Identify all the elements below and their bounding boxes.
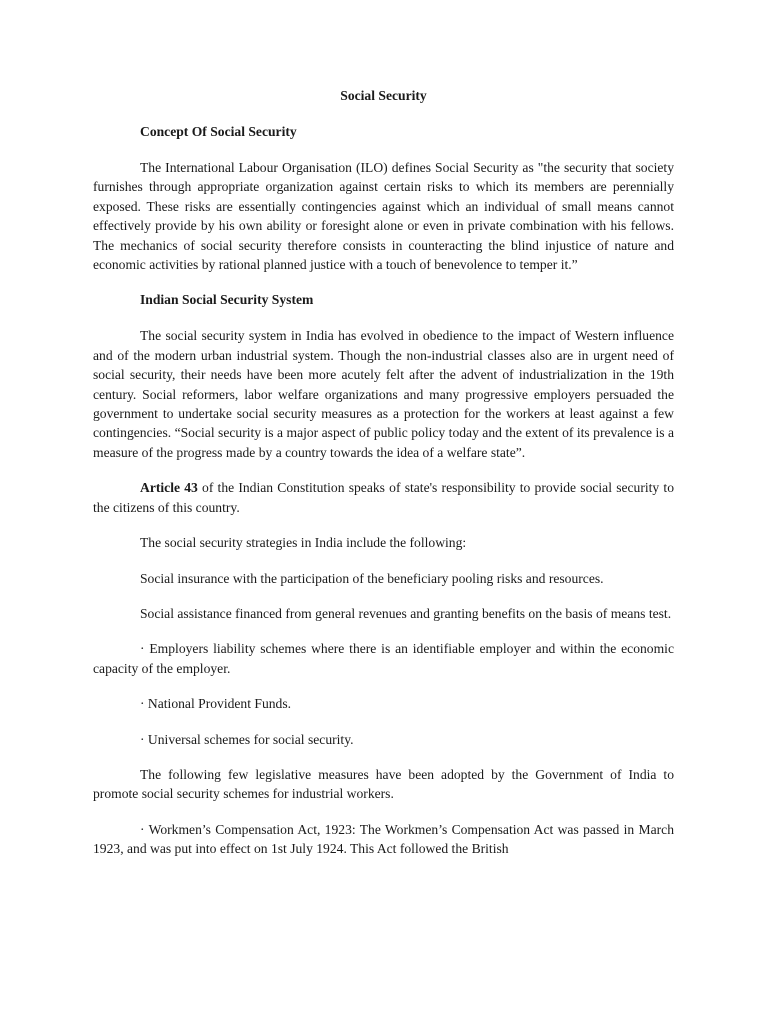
list-item-social-assistance: Social assistance financed from general revenues and granting benefits on the basis of means test. bbox=[140, 605, 672, 621]
list-item-provident-funds: · National Provident Funds. bbox=[140, 696, 292, 712]
paragraph-indian-system: The social security system in India has evolved in obedience to the impact of Western influence and of the modern urban industrial system. Though the non-industrial classes also are in urgent need of social security, their needs have been more acutely felt after the advent of industrialization in the 19th century. Social reformers, labor welfare organizations and many progressive employers persuaded the government to undertake social security measures as a protection for the workers at least against a few contingencies. “Social security is a major aspect of public policy today and the extent of its prevalence is a measure of the progress made by a country towards the idea of a welfare state”. bbox=[93, 328, 674, 460]
article-43-label: Article 43 bbox=[140, 480, 198, 496]
paragraph-legislative-intro: The following few legislative measures have been adopted by the Government of India to promote social security schemes for industrial workers. bbox=[93, 766, 674, 802]
list-item-employers-liability: · Employers liability schemes where there is an identifiable employer and within the economic capacity of the employer. bbox=[93, 641, 674, 676]
article-43-text: of the Indian Constitution speaks of state's responsibility to provide social security to the citizens of this country. bbox=[93, 480, 675, 515]
list-item-universal-schemes: · Universal schemes for social security. bbox=[140, 731, 354, 747]
document-body bbox=[93, 86, 674, 875]
paragraph-strategies-intro: The social security strategies in India include the following: bbox=[140, 535, 467, 551]
section-heading-indian-system: Indian Social Security System bbox=[140, 292, 314, 308]
paragraph-article-43 bbox=[93, 478, 674, 517]
document-title: Social Security bbox=[340, 88, 427, 103]
paragraph-ilo-definition: The International Labour Organisation (ILO) defines Social Security as "the security that society furnishes through appropriate organization against certain risks to which its members are perennially exposed. These risks are essentially contingencies against which an individual of small means cannot effectively provide by his own ability or foresight alone or even in private combination with his fellows. The mechanics of social security therefore consists in counteracting the blind injustice of nature and economic activities by rational planned justice with a touch of benevolence to temper it.” bbox=[93, 160, 674, 273]
paragraph-workmen-act: · Workmen’s Compensation Act, 1923: The Workmen’s Compensation Act was passed in March 1923, and was put into effect on 1st July 1924. This Act followed the British bbox=[93, 821, 674, 857]
list-item-social-insurance: Social insurance with the participation of the beneficiary pooling risks and resources. bbox=[140, 570, 604, 586]
section-heading-concept: Concept Of Social Security bbox=[140, 124, 297, 139]
